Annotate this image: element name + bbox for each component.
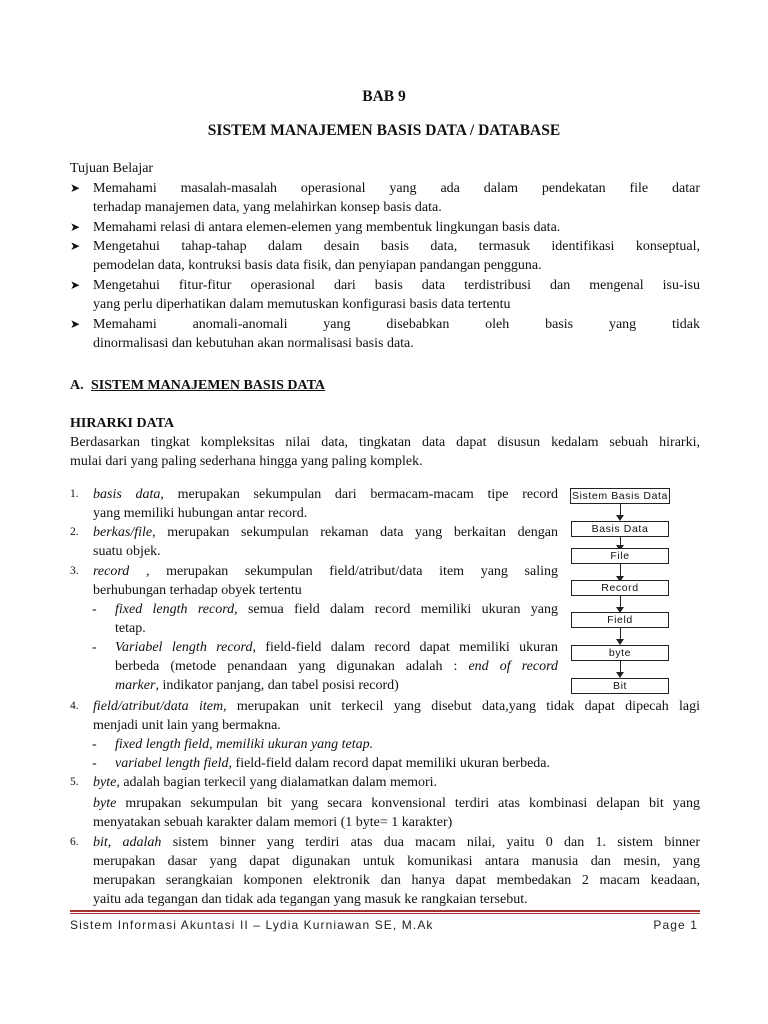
hierarchy-node-record: Record bbox=[571, 580, 669, 596]
hierarchy-node-file: File bbox=[571, 548, 669, 564]
list-number: 1. bbox=[70, 488, 79, 500]
section-title: SISTEM MANAJEMEN BASIS DATA bbox=[91, 378, 326, 393]
item-6-line3: merupakan serangkaian komponen elektronik dan hanya dapat membedakan 2 macam keadaan, bbox=[93, 873, 700, 888]
list-number: 5. bbox=[70, 776, 79, 788]
objectives-heading: Tujuan Belajar bbox=[70, 161, 154, 176]
bullet-arrow-icon: ➤ bbox=[70, 239, 81, 253]
subitem-fixed-record-line2: tetap. bbox=[115, 621, 146, 636]
intro-line2: mulai dari yang paling sederhana hingga yang paling komplek. bbox=[70, 454, 423, 469]
subitem-variable-record-line1: Variabel length record, field-field dalam record dapat memiliki ukuran bbox=[115, 640, 558, 655]
intro-line1: Berdasarkan tingkat kompleksitas nilai data, tingkatan data dapat disusun kedalam sebuah hirarki, bbox=[70, 435, 700, 450]
list-number: 4. bbox=[70, 700, 79, 712]
bullet-arrow-icon: ➤ bbox=[70, 181, 81, 195]
objective-5-line2: dinormalisasi dan kebutuhan akan normalisasi basis data. bbox=[93, 336, 414, 351]
item-6-line4: yaitu ada tegangan dan tidak ada tegangan yang masuk ke rangkaian tersebut. bbox=[93, 892, 528, 907]
item-1-line2: yang memiliki hubungan antar record. bbox=[93, 506, 308, 521]
item-2-line2: suatu objek. bbox=[93, 544, 161, 559]
objective-3-line1: Mengetahui tahap-tahap dalam desain basis data, termasuk identifikasi konseptual, bbox=[93, 239, 700, 254]
dash-marker: - bbox=[92, 737, 97, 752]
section-letter: A. bbox=[70, 378, 84, 393]
list-number: 3. bbox=[70, 565, 79, 577]
item-5-line1: byte, adalah bagian terkecil yang dialamatkan dalam memori. bbox=[93, 775, 438, 790]
footer-rule-thin bbox=[70, 913, 700, 914]
dash-marker: - bbox=[92, 756, 97, 771]
objective-1-line2: terhadap manajemen data, yang melahirkan konsep basis data. bbox=[93, 200, 442, 215]
item-2-line1: berkas/file, merupakan sekumpulan rekaman data yang berkaitan dengan bbox=[93, 525, 558, 540]
bullet-arrow-icon: ➤ bbox=[70, 317, 81, 331]
objective-1-line1: Memahami masalah-masalah operasional yang ada dalam pendekatan file datar bbox=[93, 181, 700, 196]
chapter-title: SISTEM MANAJEMEN BASIS DATA / DATABASE bbox=[207, 122, 561, 139]
subitem-fixed-record-line1: fixed length record, semua field dalam record memiliki ukuran yang bbox=[115, 602, 558, 617]
page-number: Page 1 bbox=[653, 918, 698, 932]
footer-text: Sistem Informasi Akuntasi II – Lydia Kurniawan SE, M.Ak bbox=[70, 918, 434, 932]
item-3-line1: record , merupakan sekumpulan field/atribut/data item yang saling bbox=[93, 564, 558, 579]
hierarchy-node-byte: byte bbox=[571, 645, 669, 661]
item-5-line2: byte mrupakan sekumpulan bit yang secara konvensional terdiri atas kombinasi delapan bit yang bbox=[93, 796, 700, 811]
objective-5-line1: Memahami anomali-anomali yang disebabkan oleh basis yang tidak bbox=[93, 317, 700, 332]
item-6-line1: bit, adalah sistem binner yang terdiri atas dua macam nilai, yaitu 0 dan 1. sistem binner bbox=[93, 835, 700, 850]
objective-4-line1: Mengetahui fitur-fitur operasional dari basis data terdistribusi dan mengenal isu-isu bbox=[93, 278, 700, 293]
item-4-line2: menjadi unit lain yang bermakna. bbox=[93, 718, 281, 733]
chapter-number: BAB 9 bbox=[362, 88, 406, 105]
bullet-arrow-icon: ➤ bbox=[70, 220, 81, 234]
objective-2: Memahami relasi di antara elemen-elemen yang membentuk lingkungan basis data. bbox=[93, 220, 561, 235]
subitem-variable-record-line3: marker, indikator panjang, dan tabel posisi record) bbox=[115, 678, 399, 693]
hierarchy-node-field: Field bbox=[571, 612, 669, 628]
objective-4-line2: yang perlu diperhatikan dalam memutuskan konfigurasi basis data tertentu bbox=[93, 297, 511, 312]
hierarchy-node-system: Sistem Basis Data bbox=[570, 488, 670, 504]
objective-3-line2: pemodelan data, kontruksi basis data fisik, dan penyiapan pandangan pengguna. bbox=[93, 258, 542, 273]
footer-rule bbox=[70, 910, 700, 912]
subitem-fixed-field: fixed length field, memiliki ukuran yang tetap. bbox=[115, 737, 374, 752]
list-number: 2. bbox=[70, 526, 79, 538]
subitem-variable-record-line2: berbeda (metode penandaan yang digunakan adalah : end of record bbox=[115, 659, 558, 674]
item-3-line2: berhubungan terhadap obyek tertentu bbox=[93, 583, 302, 598]
dash-marker: - bbox=[92, 640, 97, 655]
list-number: 6. bbox=[70, 836, 79, 848]
hierarchy-node-bit: Bit bbox=[571, 678, 669, 694]
subsection-title: HIRARKI DATA bbox=[70, 416, 175, 431]
subitem-variable-field: variabel length field, field-field dalam record dapat memiliki ukuran berbeda. bbox=[115, 756, 551, 771]
item-4-line1: field/atribut/data item, merupakan unit terkecil yang disebut data,yang tidak dapat dipecah lagi bbox=[93, 699, 700, 714]
item-6-line2: merupakan dasar yang dapat digunakan untuk komunikasi antara manusia dan mesin, yang bbox=[93, 854, 700, 869]
item-5-line3: menyatakan sebuah karakter dalam memori (1 byte= 1 karakter) bbox=[93, 815, 453, 830]
dash-marker: - bbox=[92, 602, 97, 617]
bullet-arrow-icon: ➤ bbox=[70, 278, 81, 292]
hierarchy-node-database: Basis Data bbox=[571, 521, 669, 537]
item-1-line1: basis data, merupakan sekumpulan dari bermacam-macam tipe record bbox=[93, 487, 558, 502]
